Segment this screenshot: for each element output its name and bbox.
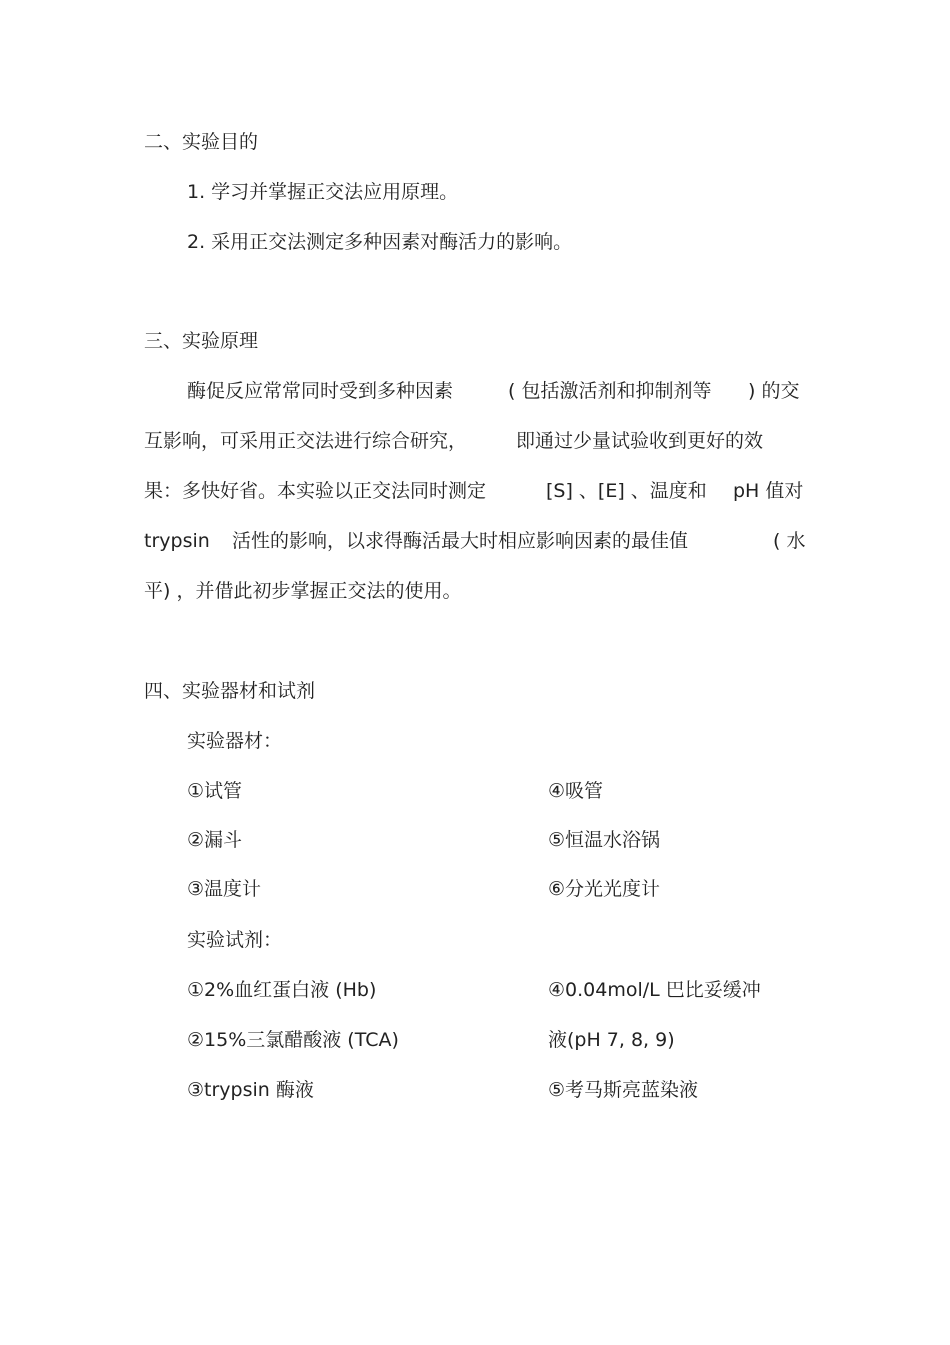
principle-text: ( 包括激活剂和抑制剂等 — [508, 380, 712, 402]
principle-text: 互影响，可采用正交法进行综合研究， — [144, 430, 468, 452]
principle-text: 活性的影响，以求得酶活最大时相应影响因素的最佳值 — [232, 530, 689, 552]
principle-line-3 — [0, 479, 950, 503]
principle-text: trypsin — [144, 530, 210, 552]
principle-text: ) 的交 — [748, 380, 800, 402]
principle-line-5 — [0, 579, 950, 603]
principle-text: 果：多快好省。本实验以正交法同时测定 — [144, 480, 487, 502]
purpose-item-1: 1. 学习并掌握正交法应用原理。 — [187, 181, 459, 203]
principle-text: 即通过少量试验收到更好的效 — [516, 430, 764, 452]
principle-line-4 — [0, 529, 950, 553]
equipment-item: ③温度计 — [187, 878, 262, 900]
section-heading-purpose: 二、实验目的 — [144, 131, 259, 153]
section-heading-principle: 三、实验原理 — [144, 330, 259, 352]
purpose-item-2: 2. 采用正交法测定多种因素对酶活力的影响。 — [187, 231, 573, 253]
reagent-item: 液(pH 7, 8, 9) — [548, 1029, 675, 1051]
equipment-item: ⑥分光光度计 — [548, 878, 661, 900]
principle-text: 酶促反应常常同时受到多种因素 — [187, 380, 454, 402]
principle-text: pH 值对 — [733, 480, 804, 502]
reagents-label: 实验试剂： — [187, 929, 283, 951]
reagent-item: ⑤考马斯亮蓝染液 — [548, 1079, 699, 1101]
principle-text: ( 水 — [773, 530, 806, 552]
equipment-label: 实验器材： — [187, 730, 283, 752]
principle-text: 平) ，并借此初步掌握正交法的使用。 — [144, 580, 462, 602]
principle-text: [S] 、[E] 、温度和 — [546, 480, 707, 502]
reagent-item: ④0.04mol/L 巴比妥缓冲 — [548, 979, 761, 1001]
section-heading-materials: 四、实验器材和试剂 — [144, 680, 316, 702]
reagent-item: ②15%三氯醋酸液 (TCA) — [187, 1029, 399, 1051]
principle-line-1 — [0, 379, 950, 403]
reagent-item: ①2%血红蛋白液 (Hb) — [187, 979, 377, 1001]
equipment-item: ⑤恒温水浴锅 — [548, 829, 661, 851]
equipment-item: ④吸管 — [548, 780, 604, 802]
reagent-item: ③trypsin 酶液 — [187, 1079, 314, 1101]
equipment-item: ①试管 — [187, 780, 243, 802]
principle-line-2 — [0, 429, 950, 453]
equipment-item: ②漏斗 — [187, 829, 243, 851]
